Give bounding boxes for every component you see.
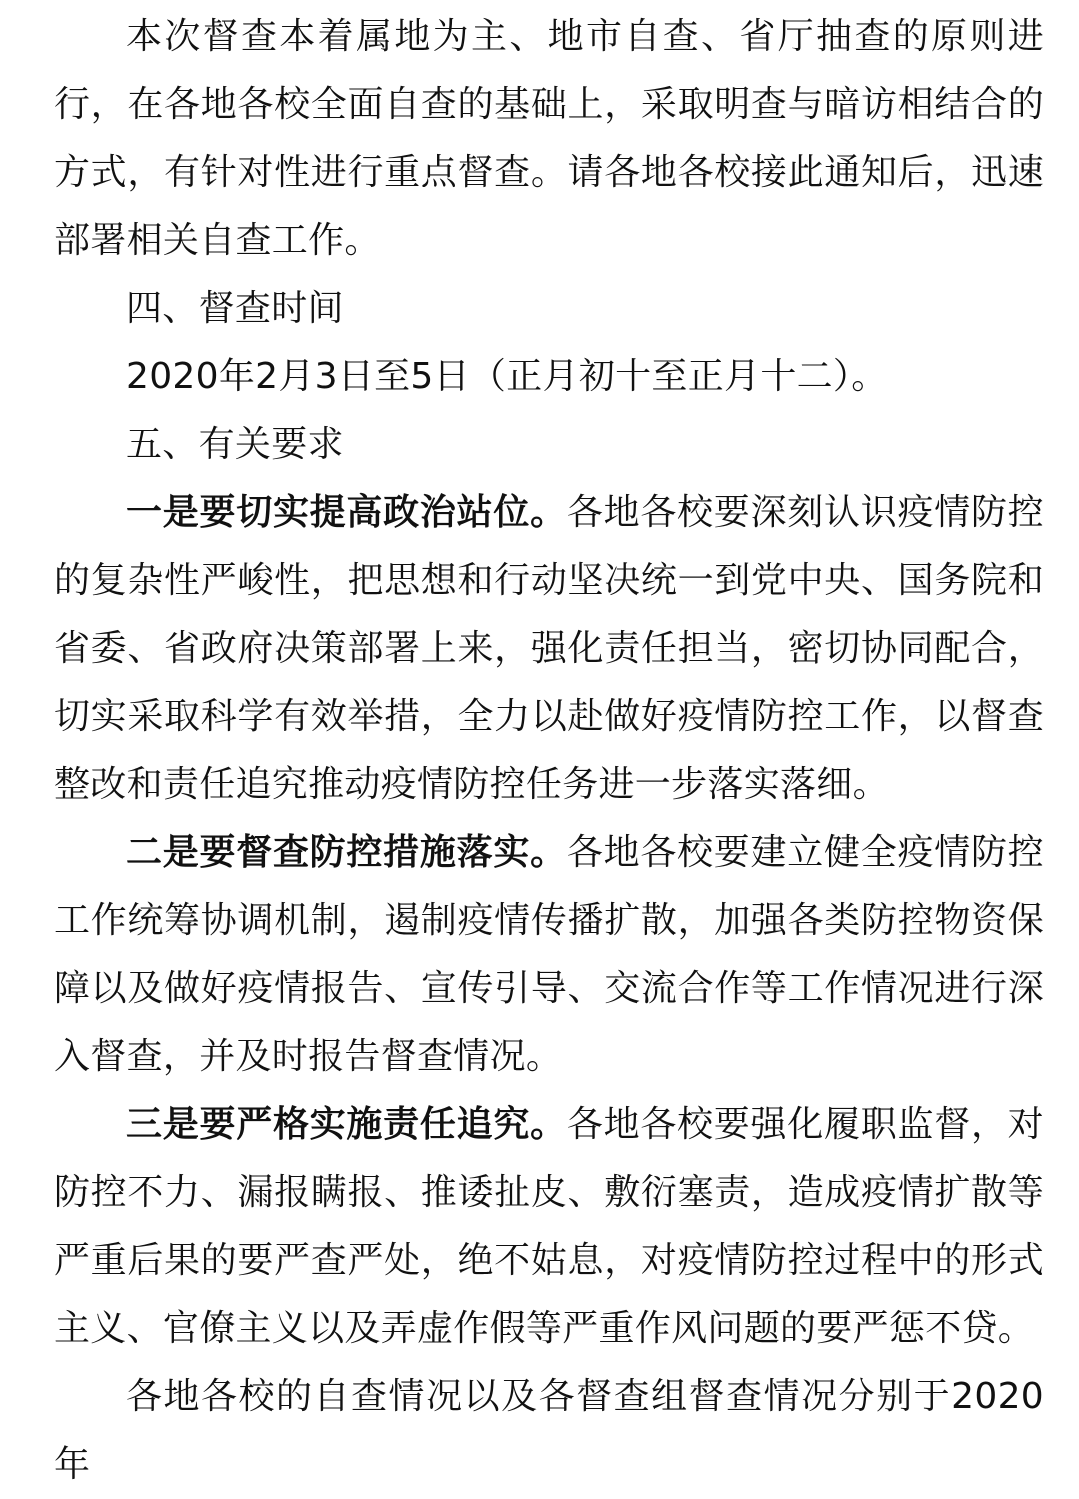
document-body xyxy=(54,3,1044,1499)
requirement-3-text: 各地各校要强化履职监督，对防控不力、漏报瞒报、推诿扯皮、敷衍塞责，造成疫情扩散等严重后果的要严查严处，绝不姑息，对疫情防控过程中的形式主义、官僚主义以及弄虚作假等严重作风问题的要严惩不贷。 xyxy=(54,1104,1044,1349)
requirement-1-text: 各地各校要深刻认识疫情防控的复杂性严峻性，把思想和行动坚决统一到党中央、国务院和省委、省政府决策部署上来，强化责任担当，密切协同配合，切实采取科学有效举措，全力以赴做好疫情防控工作，以督查整改和责任追究推动疫情防控任务进一步落实落细。 xyxy=(54,492,1044,805)
paragraph-inspection-principle: 本次督查本着属地为主、地市自查、省厅抽查的原则进行，在各地各校全面自查的基础上，采取明查与暗访相结合的方式，有针对性进行重点督查。请各地各校接此通知后，迅速部署相关自查工作。 xyxy=(54,16,1044,261)
requirement-2-title: 二是要督查防控措施落实。 xyxy=(126,832,567,873)
requirement-1-title: 一是要切实提高政治站位。 xyxy=(126,492,567,533)
requirement-2 xyxy=(54,819,1044,1091)
paragraph-report-deadline: 各地各校的自查情况以及各督查组督查情况分别于2020年 xyxy=(54,1376,1044,1485)
requirement-2-text: 各地各校要建立健全疫情防控工作统筹协调机制，遏制疫情传播扩散，加强各类防控物资保障以及做好疫情报告、宣传引导、交流合作等工作情况进行深入督查，并及时报告督查情况。 xyxy=(54,832,1044,1077)
requirement-3-title: 三是要严格实施责任追究。 xyxy=(126,1104,567,1145)
inspection-time-text: 2020年2月3日至5日（正月初十至正月十二）。 xyxy=(126,356,888,397)
section-heading-inspection-time: 四、督查时间 xyxy=(126,288,344,329)
requirement-3 xyxy=(54,1091,1044,1363)
requirement-1 xyxy=(54,479,1044,819)
section-heading-requirements: 五、有关要求 xyxy=(126,424,344,465)
